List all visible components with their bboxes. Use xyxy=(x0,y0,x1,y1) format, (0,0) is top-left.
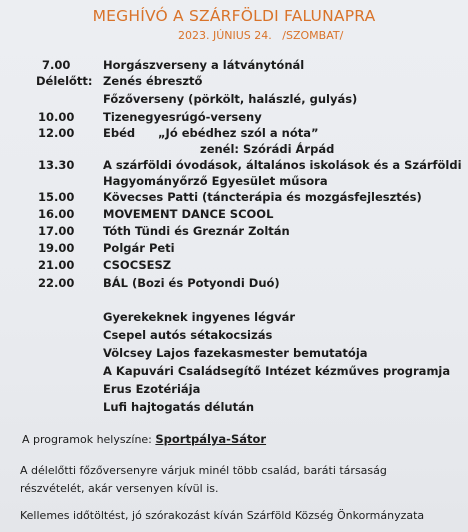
activity-item: Erus Ezotériája xyxy=(103,382,201,396)
schedule-time: 7.00 xyxy=(42,58,71,72)
schedule-time: 17.00 xyxy=(38,224,75,238)
schedule-detail: „Jó ebédhez szól a nóta” xyxy=(158,126,319,140)
closing-greeting: Kellemes időtöltést, jó szórakozást kíván Szárföld Község Önkormányzata xyxy=(20,509,425,522)
schedule-event: CSOCSESZ xyxy=(103,258,172,272)
schedule-time: Délelőtt: xyxy=(36,74,93,88)
cooking-contest-note: A délelőtti főzőversenyre várjuk minél több család, baráti társaság részvételét, akár versenyen kívül is. xyxy=(20,464,387,495)
schedule-time: 10.00 xyxy=(38,110,75,124)
schedule-time: 21.00 xyxy=(38,258,75,272)
schedule-time: 19.00 xyxy=(38,241,75,255)
schedule-event: Zenés ébresztő xyxy=(103,74,203,88)
schedule-event: Tóth Tündi és Greznár Zoltán xyxy=(103,224,290,238)
activity-item: Gyerekeknek ingyenes légvár xyxy=(103,310,296,324)
venue-line xyxy=(22,432,266,446)
venue-label: A programok helyszíne: xyxy=(22,433,152,446)
venue-place: Sportpálya-Sátor xyxy=(155,432,267,446)
schedule-event: Tizenegyesrúgó-verseny xyxy=(103,110,262,124)
poster-date: 2023. JÚNIUS 24. /SZOMBAT/ xyxy=(178,29,344,42)
schedule-event: Főzőverseny (pörkölt, halászlé, gulyás) xyxy=(103,92,358,106)
activity-item: Lufi hajtogatás délután xyxy=(103,400,255,414)
poster-title: MEGHÍVÓ A SZÁRFÖLDI FALUNAPRA xyxy=(92,7,376,25)
activity-item: Csepel autós sétakocsizás xyxy=(103,328,273,342)
schedule-event: MOVEMENT DANCE SCOOL xyxy=(103,207,274,221)
schedule-event: zenél: Szórádi Árpád xyxy=(200,142,335,156)
schedule-time: 15.00 xyxy=(38,190,75,204)
schedule-event: Polgár Peti xyxy=(103,241,175,255)
schedule-time: 22.00 xyxy=(38,276,75,290)
schedule-event: Kövecses Patti (táncterápia és mozgásfejlesztés) xyxy=(103,190,422,204)
activity-item: A Kapuvári Családsegítő Intézet kézműves programja xyxy=(103,364,451,378)
schedule-event: Horgászverseny a látványtónál xyxy=(103,58,305,72)
activity-item: Völcsey Lajos fazekasmester bemutatója xyxy=(103,346,368,360)
schedule-time: 12.00 xyxy=(38,126,75,140)
schedule-time: 16.00 xyxy=(38,207,75,221)
schedule-time: 13.30 xyxy=(38,158,75,172)
schedule-event: Hagyományőrző Egyesület műsora xyxy=(103,174,328,188)
schedule-event: Ebéd xyxy=(103,126,136,140)
schedule-event: A szárföldi óvodások, általános iskolások és a Szárföldi xyxy=(103,158,462,172)
schedule-event: BÁL (Bozi és Potyondi Duó) xyxy=(103,276,280,290)
